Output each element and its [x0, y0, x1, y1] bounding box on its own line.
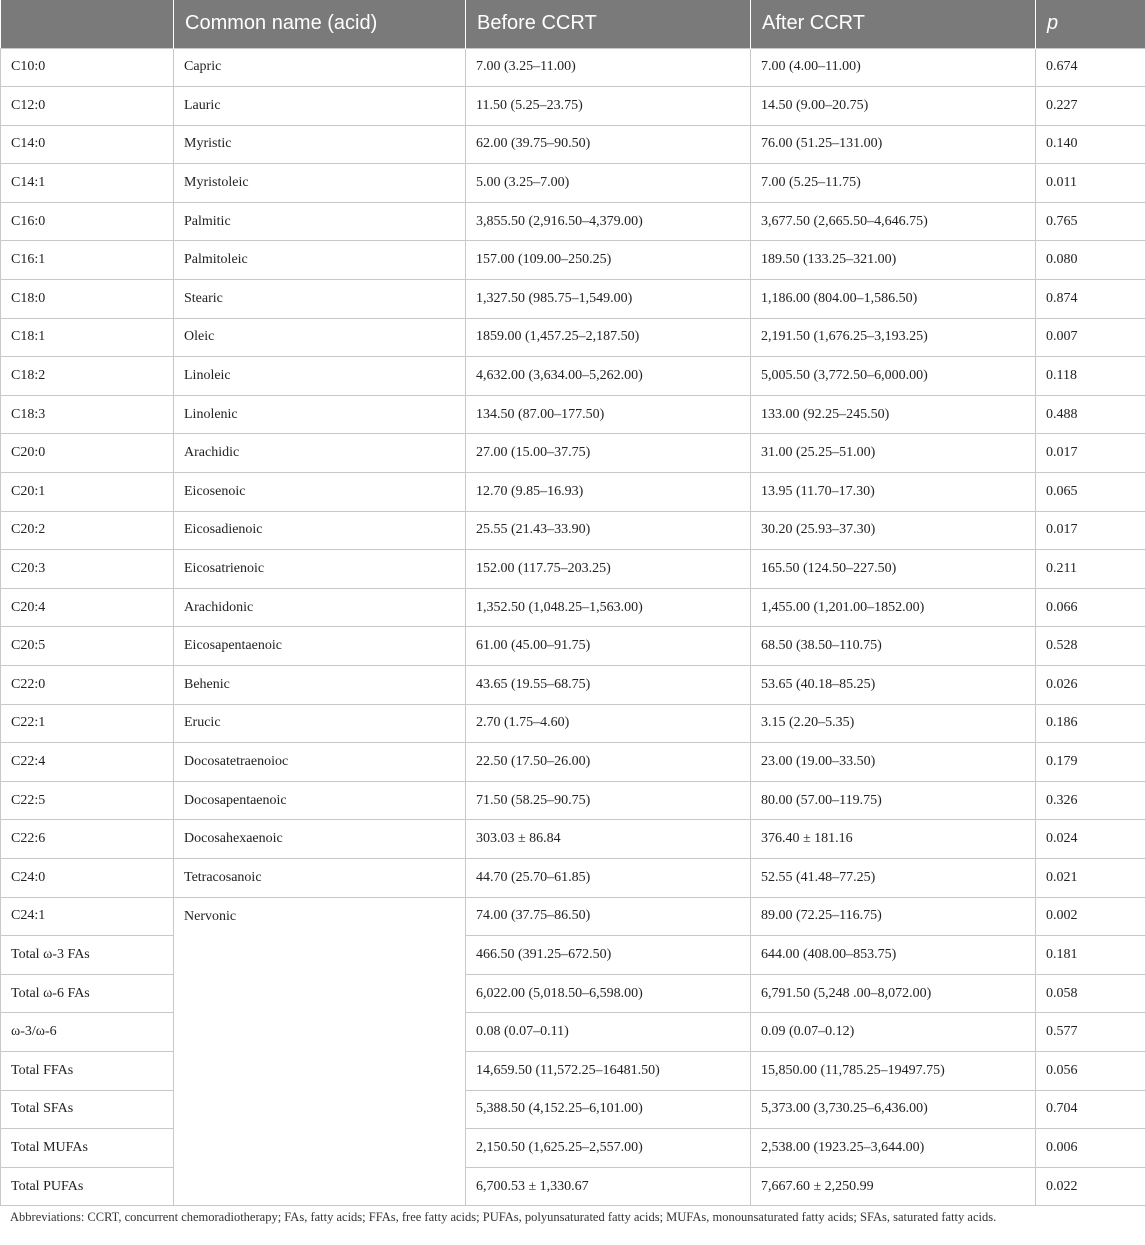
cell-abbreviation: C22:0 [1, 666, 174, 705]
table-row [1, 434, 1145, 473]
cell-before-ccrt: 11.50 (5.25–23.75) [466, 87, 751, 126]
cell-p-value: 0.024 [1036, 820, 1145, 859]
table-row [1, 48, 1145, 87]
table-row [1, 858, 1145, 897]
cell-before-ccrt: 6,700.53 ± 1,330.67 [466, 1167, 751, 1206]
cell-p-value: 0.007 [1036, 318, 1145, 357]
table-row [1, 280, 1145, 319]
cell-after-ccrt: 68.50 (38.50–110.75) [751, 627, 1036, 666]
cell-after-ccrt: 7.00 (4.00–11.00) [751, 48, 1036, 87]
cell-common-name: Eicosenoic [174, 473, 466, 512]
cell-p-value: 0.118 [1036, 357, 1145, 396]
table-row-total [1, 1013, 1145, 1052]
cell-common-name: Docosahexaenoic [174, 820, 466, 859]
cell-common-name: Oleic [174, 318, 466, 357]
cell-before-ccrt: 157.00 (109.00–250.25) [466, 241, 751, 280]
cell-p-value: 0.026 [1036, 666, 1145, 705]
cell-p-value: 0.017 [1036, 434, 1145, 473]
cell-abbreviation: C16:0 [1, 202, 174, 241]
cell-after-ccrt: 7,667.60 ± 2,250.99 [751, 1167, 1036, 1206]
cell-after-ccrt: 80.00 (57.00–119.75) [751, 781, 1036, 820]
cell-after-ccrt: 133.00 (92.25–245.50) [751, 395, 1036, 434]
cell-after-ccrt: 23.00 (19.00–33.50) [751, 743, 1036, 782]
cell-after-ccrt: 5,005.50 (3,772.50–6,000.00) [751, 357, 1036, 396]
cell-after-ccrt: 7.00 (5.25–11.75) [751, 164, 1036, 203]
cell-p-value: 0.006 [1036, 1129, 1145, 1168]
cell-common-name: Linoleic [174, 357, 466, 396]
cell-abbreviation: C20:1 [1, 473, 174, 512]
cell-before-ccrt: 44.70 (25.70–61.85) [466, 858, 751, 897]
cell-p-value: 0.577 [1036, 1013, 1145, 1052]
table-row [1, 550, 1145, 589]
table-row-total [1, 936, 1145, 975]
cell-after-ccrt: 189.50 (133.25–321.00) [751, 241, 1036, 280]
table-row [1, 125, 1145, 164]
cell-p-value: 0.056 [1036, 1051, 1145, 1090]
cell-common-name: Docosatetraenoioc [174, 743, 466, 782]
cell-after-ccrt: 6,791.50 (5,248 .00–8,072.00) [751, 974, 1036, 1013]
cell-before-ccrt: 1859.00 (1,457.25–2,187.50) [466, 318, 751, 357]
cell-abbreviation: C16:1 [1, 241, 174, 280]
cell-common-name: Myristoleic [174, 164, 466, 203]
cell-common-name: Arachidonic [174, 588, 466, 627]
cell-before-ccrt: 1,327.50 (985.75–1,549.00) [466, 280, 751, 319]
table-row [1, 241, 1145, 280]
cell-p-value: 0.080 [1036, 241, 1145, 280]
cell-p-value: 0.186 [1036, 704, 1145, 743]
cell-before-ccrt: 7.00 (3.25–11.00) [466, 48, 751, 87]
table-row-total [1, 974, 1145, 1013]
cell-before-ccrt: 2,150.50 (1,625.25–2,557.00) [466, 1129, 751, 1168]
cell-after-ccrt: 644.00 (408.00–853.75) [751, 936, 1036, 975]
cell-p-value: 0.704 [1036, 1090, 1145, 1129]
cell-p-value: 0.765 [1036, 202, 1145, 241]
cell-p-value: 0.227 [1036, 87, 1145, 126]
table-footnote: Abbreviations: CCRT, concurrent chemoradiotherapy; FAs, fatty acids; FFAs, free fatty acids; PUFAs, polyunsaturated fatty acids; MUFAs, monounsaturated fatty acids; SFAs, saturated fatty acids. [10, 1210, 997, 1224]
cell-before-ccrt: 466.50 (391.25–672.50) [466, 936, 751, 975]
cell-after-ccrt: 13.95 (11.70–17.30) [751, 473, 1036, 512]
cell-common-name: Eicosapentaenoic [174, 627, 466, 666]
cell-common-name: Palmitoleic [174, 241, 466, 280]
cell-after-ccrt: 15,850.00 (11,785.25–19497.75) [751, 1051, 1036, 1090]
cell-before-ccrt: 61.00 (45.00–91.75) [466, 627, 751, 666]
cell-after-ccrt: 165.50 (124.50–227.50) [751, 550, 1036, 589]
cell-p-value: 0.528 [1036, 627, 1145, 666]
cell-common-name: Stearic [174, 280, 466, 319]
cell-p-value: 0.002 [1036, 897, 1145, 936]
cell-before-ccrt: 4,632.00 (3,634.00–5,262.00) [466, 357, 751, 396]
table-row [1, 87, 1145, 126]
table-row [1, 473, 1145, 512]
table-row [1, 164, 1145, 203]
cell-p-value: 0.326 [1036, 781, 1145, 820]
table-row [1, 395, 1145, 434]
cell-after-ccrt: 89.00 (72.25–116.75) [751, 897, 1036, 936]
header-common-name: Common name (acid) [174, 0, 466, 48]
cell-abbreviation: C18:0 [1, 280, 174, 319]
table-row [1, 743, 1145, 782]
cell-before-ccrt: 134.50 (87.00–177.50) [466, 395, 751, 434]
cell-abbreviation: C20:4 [1, 588, 174, 627]
cell-abbreviation: C24:0 [1, 858, 174, 897]
table-row [1, 627, 1145, 666]
cell-after-ccrt: 2,191.50 (1,676.25–3,193.25) [751, 318, 1036, 357]
cell-p-value: 0.674 [1036, 48, 1145, 87]
cell-common-name: Docosapentaenoic [174, 781, 466, 820]
table-row [1, 357, 1145, 396]
cell-p-value: 0.211 [1036, 550, 1145, 589]
cell-abbreviation: C18:3 [1, 395, 174, 434]
cell-abbreviation: C20:0 [1, 434, 174, 473]
cell-p-value: 0.058 [1036, 974, 1145, 1013]
cell-before-ccrt: 152.00 (117.75–203.25) [466, 550, 751, 589]
table-row-total [1, 1167, 1145, 1206]
table-row [1, 588, 1145, 627]
cell-before-ccrt: 5.00 (3.25–7.00) [466, 164, 751, 203]
cell-after-ccrt: 3.15 (2.20–5.35) [751, 704, 1036, 743]
cell-after-ccrt: 1,455.00 (1,201.00–1852.00) [751, 588, 1036, 627]
cell-abbreviation: C18:1 [1, 318, 174, 357]
cell-after-ccrt: 2,538.00 (1923.25–3,644.00) [751, 1129, 1036, 1168]
cell-before-ccrt: 0.08 (0.07–0.11) [466, 1013, 751, 1052]
cell-after-ccrt: 376.40 ± 181.16 [751, 820, 1036, 859]
table-row [1, 820, 1145, 859]
cell-before-ccrt: 74.00 (37.75–86.50) [466, 897, 751, 936]
header-p-value: p [1036, 0, 1145, 48]
table-row-total [1, 1051, 1145, 1090]
cell-after-ccrt: 52.55 (41.48–77.25) [751, 858, 1036, 897]
cell-abbreviation: C22:4 [1, 743, 174, 782]
cell-abbreviation: C24:1 [1, 897, 174, 936]
cell-p-value: 0.066 [1036, 588, 1145, 627]
table-row [1, 781, 1145, 820]
cell-before-ccrt: 3,855.50 (2,916.50–4,379.00) [466, 202, 751, 241]
cell-before-ccrt: 6,022.00 (5,018.50–6,598.00) [466, 974, 751, 1013]
cell-before-ccrt: 62.00 (39.75–90.50) [466, 125, 751, 164]
cell-p-value: 0.874 [1036, 280, 1145, 319]
cell-p-value: 0.022 [1036, 1167, 1145, 1206]
cell-before-ccrt: 14,659.50 (11,572.25–16481.50) [466, 1051, 751, 1090]
header-before-ccrt: Before CCRT [466, 0, 751, 48]
cell-before-ccrt: 27.00 (15.00–37.75) [466, 434, 751, 473]
cell-common-name: Myristic [174, 125, 466, 164]
cell-abbreviation: C14:0 [1, 125, 174, 164]
table-row [1, 511, 1145, 550]
header-id [1, 0, 174, 48]
cell-before-ccrt: 1,352.50 (1,048.25–1,563.00) [466, 588, 751, 627]
cell-common-name: Nervonic [174, 897, 466, 1206]
cell-abbreviation: C20:5 [1, 627, 174, 666]
cell-before-ccrt: 5,388.50 (4,152.25–6,101.00) [466, 1090, 751, 1129]
table-row-total [1, 1129, 1145, 1168]
cell-after-ccrt: 76.00 (51.25–131.00) [751, 125, 1036, 164]
cell-p-value: 0.181 [1036, 936, 1145, 975]
table-row [1, 666, 1145, 705]
cell-common-name: Palmitic [174, 202, 466, 241]
table-row [1, 318, 1145, 357]
cell-before-ccrt: 71.50 (58.25–90.75) [466, 781, 751, 820]
table-row-total [1, 1090, 1145, 1129]
cell-before-ccrt: 22.50 (17.50–26.00) [466, 743, 751, 782]
cell-common-name: Behenic [174, 666, 466, 705]
cell-after-ccrt: 0.09 (0.07–0.12) [751, 1013, 1036, 1052]
cell-common-name: Lauric [174, 87, 466, 126]
cell-p-value: 0.140 [1036, 125, 1145, 164]
cell-total-label: ω-3/ω-6 [1, 1013, 174, 1052]
table-row [1, 897, 1145, 936]
cell-p-value: 0.488 [1036, 395, 1145, 434]
cell-total-label: Total ω-6 FAs [1, 974, 174, 1013]
cell-abbreviation: C22:5 [1, 781, 174, 820]
cell-before-ccrt: 43.65 (19.55–68.75) [466, 666, 751, 705]
cell-p-value: 0.179 [1036, 743, 1145, 782]
cell-before-ccrt: 25.55 (21.43–33.90) [466, 511, 751, 550]
cell-abbreviation: C20:2 [1, 511, 174, 550]
cell-p-value: 0.017 [1036, 511, 1145, 550]
cell-total-label: Total FFAs [1, 1051, 174, 1090]
cell-after-ccrt: 1,186.00 (804.00–1,586.50) [751, 280, 1036, 319]
cell-common-name: Erucic [174, 704, 466, 743]
cell-common-name: Eicosatrienoic [174, 550, 466, 589]
cell-abbreviation: C12:0 [1, 87, 174, 126]
cell-after-ccrt: 5,373.00 (3,730.25–6,436.00) [751, 1090, 1036, 1129]
cell-p-value: 0.065 [1036, 473, 1145, 512]
cell-abbreviation: C18:2 [1, 357, 174, 396]
header-after-ccrt: After CCRT [751, 0, 1036, 48]
table-body [1, 48, 1145, 1206]
cell-before-ccrt: 2.70 (1.75–4.60) [466, 704, 751, 743]
cell-total-label: Total MUFAs [1, 1129, 174, 1168]
cell-abbreviation: C22:6 [1, 820, 174, 859]
cell-after-ccrt: 30.20 (25.93–37.30) [751, 511, 1036, 550]
cell-before-ccrt: 12.70 (9.85–16.93) [466, 473, 751, 512]
cell-common-name: Tetracosanoic [174, 858, 466, 897]
table-header-row [1, 0, 1145, 48]
cell-total-label: Total PUFAs [1, 1167, 174, 1206]
cell-abbreviation: C20:3 [1, 550, 174, 589]
cell-after-ccrt: 53.65 (40.18–85.25) [751, 666, 1036, 705]
cell-abbreviation: C22:1 [1, 704, 174, 743]
cell-before-ccrt: 303.03 ± 86.84 [466, 820, 751, 859]
cell-common-name: Eicosadienoic [174, 511, 466, 550]
cell-after-ccrt: 31.00 (25.25–51.00) [751, 434, 1036, 473]
cell-p-value: 0.011 [1036, 164, 1145, 203]
cell-after-ccrt: 3,677.50 (2,665.50–4,646.75) [751, 202, 1036, 241]
table-row [1, 704, 1145, 743]
table-row [1, 202, 1145, 241]
cell-abbreviation: C10:0 [1, 48, 174, 87]
cell-common-name: Linolenic [174, 395, 466, 434]
cell-common-name: Capric [174, 48, 466, 87]
cell-p-value: 0.021 [1036, 858, 1145, 897]
cell-after-ccrt: 14.50 (9.00–20.75) [751, 87, 1036, 126]
cell-abbreviation: C14:1 [1, 164, 174, 203]
cell-total-label: Total SFAs [1, 1090, 174, 1129]
cell-common-name: Arachidic [174, 434, 466, 473]
cell-total-label: Total ω-3 FAs [1, 936, 174, 975]
